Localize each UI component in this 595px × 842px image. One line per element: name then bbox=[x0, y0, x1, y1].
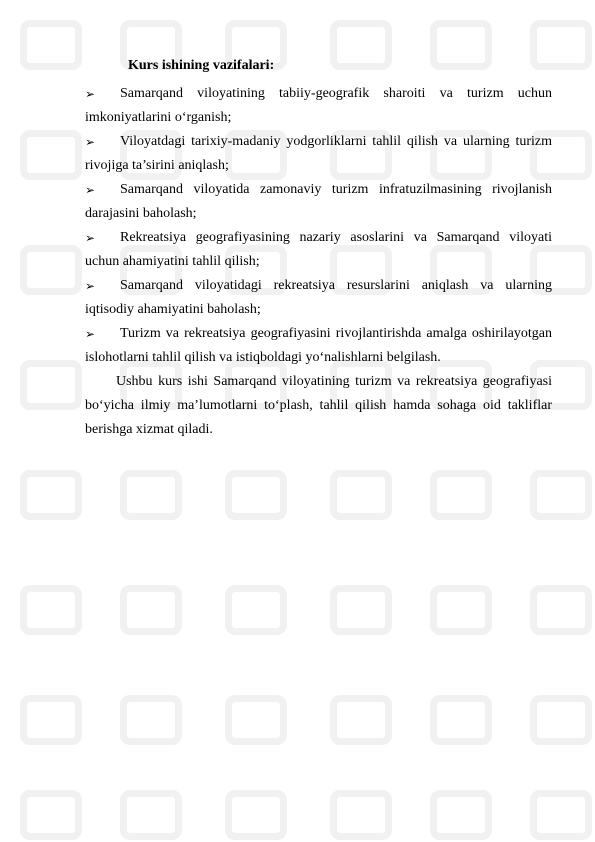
task-text-continuation: iqtisodiy ahamiyatini baholash; bbox=[85, 302, 261, 317]
watermark-tile bbox=[20, 790, 82, 840]
watermark-tile bbox=[330, 470, 392, 520]
watermark-tile bbox=[20, 245, 82, 295]
watermark-tile bbox=[225, 585, 287, 635]
task-item bbox=[85, 130, 552, 178]
watermark-tile bbox=[330, 585, 392, 635]
task-item bbox=[85, 178, 552, 226]
task-text-line-1: Samarqand viloyatida zamonaviy turizm infratuzilmasining rivojlanish bbox=[120, 182, 552, 197]
arrowhead-bullet-icon: ➢ bbox=[85, 279, 96, 293]
watermark-tile bbox=[530, 695, 592, 745]
task-item bbox=[85, 274, 552, 322]
watermark-tile bbox=[530, 790, 592, 840]
section-heading: Kurs ishining vazifalari: bbox=[128, 58, 275, 73]
watermark-tile bbox=[20, 130, 82, 180]
task-item bbox=[85, 82, 552, 130]
watermark-tile bbox=[430, 470, 492, 520]
task-text-line-1: Turizm va rekreatsiya geografiyasini rivojlantirishda amalga oshirilayotgan bbox=[120, 326, 552, 341]
task-list bbox=[85, 82, 552, 370]
watermark-tile bbox=[20, 360, 82, 410]
watermark-tile bbox=[120, 695, 182, 745]
arrowhead-bullet-icon: ➢ bbox=[85, 231, 96, 245]
arrowhead-bullet-icon: ➢ bbox=[85, 135, 96, 149]
watermark-tile bbox=[120, 585, 182, 635]
watermark-tile bbox=[20, 585, 82, 635]
task-text-continuation: rivojiga ta’sirini aniqlash; bbox=[85, 158, 229, 173]
watermark-tile bbox=[20, 695, 82, 745]
arrowhead-bullet-icon: ➢ bbox=[85, 87, 96, 101]
task-item bbox=[85, 226, 552, 274]
watermark-tile bbox=[225, 695, 287, 745]
conclusion-paragraph: Ushbu kurs ishi Samarqand viloyatining turizm va rekreatsiya geografiyasi bo‘yicha ilmiy ma’lumotlarni to‘plash, tahlil qilish hamda sohaga oid takliflar berishga xizmat qiladi. bbox=[85, 374, 552, 437]
arrowhead-bullet-icon: ➢ bbox=[85, 183, 96, 197]
task-text-line-1: Rekreatsiya geografiyasining nazariy asoslarini va Samarqand viloyati bbox=[120, 230, 552, 245]
task-text-continuation: uchun ahamiyatini tahlil qilish; bbox=[85, 254, 260, 269]
watermark-tile bbox=[20, 470, 82, 520]
task-text-continuation: imkoniyatlarini o‘rganish; bbox=[85, 110, 232, 125]
watermark-tile bbox=[120, 470, 182, 520]
task-item bbox=[85, 322, 552, 370]
watermark-tile bbox=[120, 790, 182, 840]
watermark-tile bbox=[530, 585, 592, 635]
watermark-tile bbox=[430, 695, 492, 745]
task-text-line-1: Samarqand viloyatining tabiiy-geografik sharoiti va turizm uchun bbox=[120, 86, 552, 101]
arrowhead-bullet-icon: ➢ bbox=[85, 327, 96, 341]
watermark-tile bbox=[430, 790, 492, 840]
watermark-tile bbox=[225, 790, 287, 840]
watermark-tile bbox=[20, 20, 82, 70]
task-text-continuation: darajasini baholash; bbox=[85, 206, 197, 221]
watermark-tile bbox=[225, 470, 287, 520]
watermark-tile bbox=[330, 695, 392, 745]
task-text-continuation: islohotlarni tahlil qilish va istiqboldagi yo‘nalishlarni belgilash. bbox=[85, 350, 441, 365]
watermark-tile bbox=[430, 585, 492, 635]
watermark-tile bbox=[330, 790, 392, 840]
task-text-line-1: Samarqand viloyatidagi rekreatsiya resurslarini aniqlash va ularning bbox=[120, 278, 552, 293]
watermark-tile bbox=[530, 470, 592, 520]
document-page bbox=[85, 56, 552, 442]
task-text-line-1: Viloyatdagi tarixiy-madaniy yodgorliklarni tahlil qilish va ularning turizm bbox=[120, 134, 552, 149]
